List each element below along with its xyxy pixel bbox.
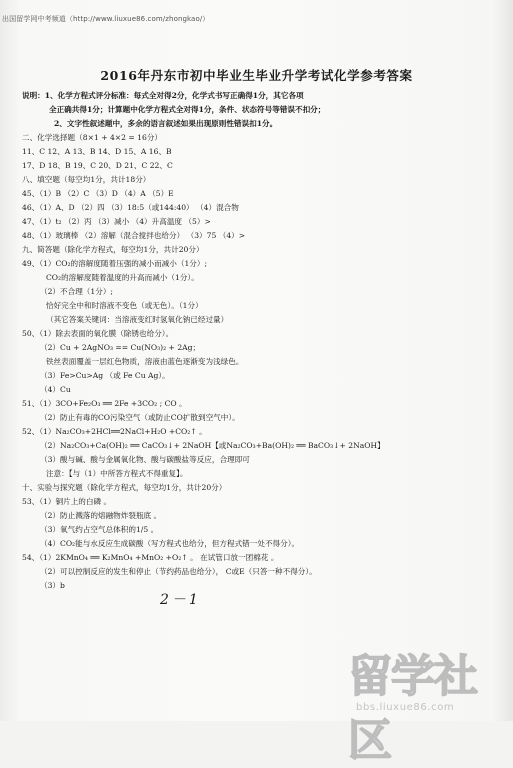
answer-line: 52、（1）Na₂CO₃+2HCl══2NaCl+H₂O +CO₂↑ 。 bbox=[22, 427, 207, 436]
answer-line: 11、C 12、A 13、B 14、D 15、A 16、B bbox=[22, 147, 172, 156]
answer-line: （2）Na₂CO₃+Ca(OH)₂ ══ CaCO₃↓+ 2NaOH【或Na₂CO₃+Ba(OH)₂ ══ BaCO₃↓+ 2NaOH】 bbox=[40, 441, 385, 450]
note-line-3: 2、文字性叙述题中，多余的语言叙述如果出现原则性错误扣1分。 bbox=[54, 119, 278, 128]
answer-line: （2）可以控制反应的发生和停止（节约药品也给分）， C或E（只答一种不得分）。 bbox=[40, 567, 317, 576]
answer-line: （4）Cu bbox=[40, 385, 71, 394]
answer-line: （3）b bbox=[40, 581, 65, 590]
answer-line: 48、（1）玻璃棒 （2）溶解（混合搅拌也给分） （3）75 （4）> bbox=[22, 231, 246, 240]
answer-line: 铁丝表面覆盖一层红色物质，溶液由蓝色逐渐变为浅绿色。 bbox=[46, 357, 244, 366]
answer-line: 51、（1）3CO+Fe₂O₃ ══ 2Fe +3CO₂ ; CO 。 bbox=[22, 399, 187, 408]
answer-line: （3）Fe>Cu>Ag （或 Fe Cu Ag）。 bbox=[40, 371, 170, 380]
answer-line: 46、（1）A、D （2）四 （3）18:5（或144:40） （4）混合物 bbox=[22, 203, 239, 212]
watermark-url: bbs.liuxue86.com bbox=[356, 702, 455, 713]
section-heading: 十、实验与探究题（除化学方程式，每空均1分，共计20分） bbox=[22, 483, 227, 492]
answer-line: （2）不合理（1分）; bbox=[40, 287, 113, 296]
page-number: 2－1 bbox=[160, 592, 201, 608]
answer-line: 49、（1）CO₂的溶解度随着压强的减小而减小（1分）; bbox=[22, 259, 208, 268]
answer-line: （2）防止有毒的CO污染空气（或防止CO扩散到空气中）。 bbox=[40, 413, 240, 422]
document-title: 2016年丹东市初中毕业生毕业升学考试化学参考答案 bbox=[100, 68, 413, 83]
section-heading: 八、填空题（每空均1分，共计18分） bbox=[22, 175, 151, 184]
answer-line: （4）CO₂能与水反应生成碳酸（写方程式也给分，但方程式错一处不得分）。 bbox=[40, 539, 300, 548]
section-heading: 二、化学选择题（8×1 + 4×2 = 16分） bbox=[22, 133, 163, 142]
answer-line: （3）酸与碱、酸与金属氧化物、酸与碳酸盐等反应，合理即可 bbox=[40, 455, 250, 464]
answer-line: （其它答案关键词：当溶液变红时氢氧化钠已经过量） bbox=[46, 315, 229, 324]
answer-line: 恰好完全中和时溶液不变色（或无色）。（1分） bbox=[46, 301, 203, 310]
answer-line: （2）防止溅落的熔融物炸裂瓶底 。 bbox=[40, 511, 162, 520]
answer-line: 47、（1）t₂ （2）丙 （3）减小 （4）升高温度 （5）> bbox=[22, 217, 211, 226]
answer-line: （2）Cu + 2AgNO₃ == Cu(NO₃)₂ + 2Ag； bbox=[40, 343, 201, 352]
note-line-1: 说明：1、化学方程式评分标准：每式全对得2分，化学式书写正确得1分，其它各项 bbox=[22, 91, 304, 100]
answer-line: 50、（1）除去表面的氧化膜（除锈也给分）。 bbox=[22, 329, 174, 338]
answer-line: 17、D 18、B 19、C 20、D 21、C 22、C bbox=[22, 161, 173, 170]
watermark-text: 留学社区 bbox=[348, 651, 477, 766]
answer-line: CO₂的溶解度随着温度的升高而减小（1分）。 bbox=[46, 273, 199, 282]
answer-line: 45、（1）B （2）C （3）D （4）A （5）E bbox=[22, 189, 174, 198]
source-header: 出国留学网中考频道（http://www.liuxue86.com/zhongkao/） bbox=[2, 15, 210, 23]
watermark-logo bbox=[340, 640, 510, 766]
note-line-2: 全正确共得1分；计算题中化学方程式全对得1分，条件、状态符号等错误不扣分； bbox=[49, 105, 326, 114]
answer-line: 54、（1）2KMnO₄ ══ K₂MnO₄ +MnO₂ +O₂↑ 。 在试管口放一团棉花 。 bbox=[22, 553, 279, 562]
answer-line: （3）氧气约占空气总体积的1/5 。 bbox=[40, 525, 159, 534]
answer-line: 注意：【与（1）中所答方程式不得重复】。 bbox=[46, 469, 188, 478]
section-heading: 九、简答题（除化学方程式，每空均1分，共计20分） bbox=[22, 245, 204, 254]
answer-line: 53、（1）铜片上的白磷 。 bbox=[22, 497, 112, 506]
